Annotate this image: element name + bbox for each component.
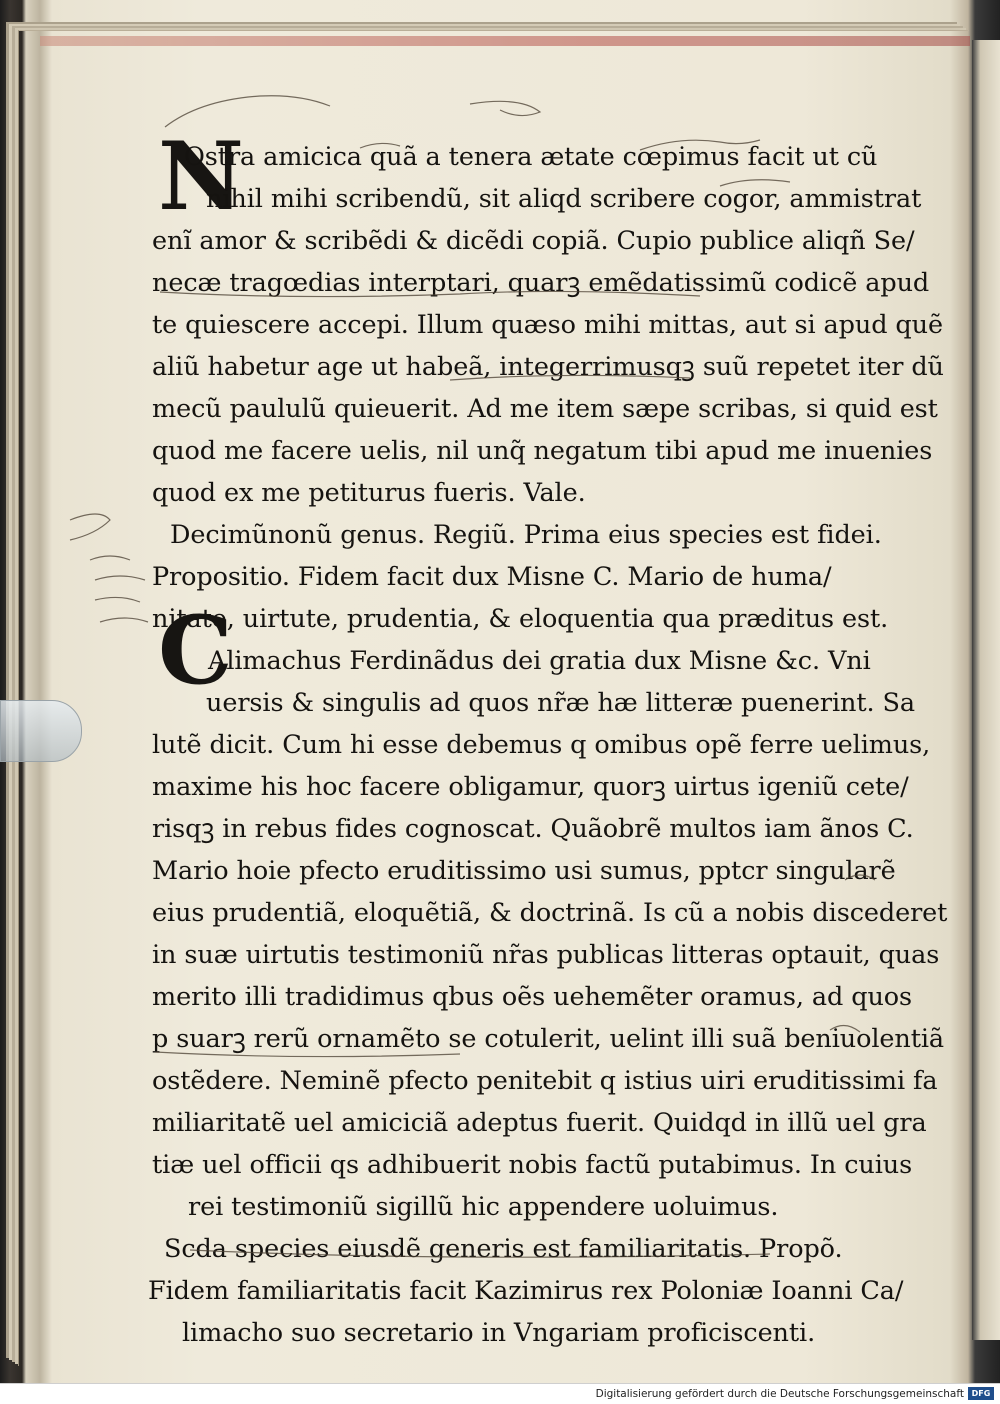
- text-line: aliũ habetur age ut habeã, integerrimusqꝫ suũ repetet iter dũ: [152, 352, 944, 382]
- text-line: miliaritatẽ uel amiciciã adeptus fuerit. Quidqd in illũ uel gra: [152, 1108, 927, 1138]
- text-line: Mario hoie pfecto eruditissimo usi sumus, pptcr singularẽ: [152, 856, 896, 886]
- underline-stroke: [165, 96, 330, 127]
- text-line: lutẽ dicit. Cum hi esse debemus q omibus opẽ ferre uelimus,: [152, 730, 931, 760]
- text-line: limacho suo secretario in Vngariam proficiscenti.: [182, 1318, 816, 1348]
- text-line: enĩ amor & scribẽdi & dicẽdi copiã. Cupio publice aliqñ Se/: [152, 226, 915, 256]
- text-line: p suarꝫ rerũ ornamẽto se cotulerit, uelint illi suã beniuolentiã: [152, 1024, 945, 1054]
- text-line: Ostra amicica quã a tenera ætate cœpimus facit ut cũ: [184, 142, 878, 172]
- text-line: quod me facere uelis, nil unq̃ negatum tibi apud me inuenies: [152, 436, 933, 466]
- dfg-logo: DFG: [968, 1387, 994, 1400]
- text-line: in suæ uirtutis testimoniũ nr̃as publicas litteras optauit, quas: [152, 940, 940, 970]
- text-line: te quiescere accepi. Illum quæso mihi mittas, aut si apud quẽ: [152, 310, 943, 340]
- digitization-credit: Digitalisierung gefördert durch die Deutsche Forschungsgemeinschaft: [595, 1388, 964, 1400]
- loop-stroke: [470, 101, 540, 115]
- text-line: eius prudentiã, eloquẽtiã, & doctrinã. Is cũ a nobis discederet: [152, 898, 948, 928]
- text-line: mecũ paululũ quieuerit. Ad me item sæpe scribas, si quid est: [152, 394, 938, 424]
- text-line: merito illi tradidimus qbus oẽs uehemẽter oramus, ad quos: [152, 982, 913, 1012]
- text-line: tiæ uel officii qs adhibuerit nobis factũ putabimus. In cuius: [152, 1150, 913, 1180]
- text-line: Fidem familiaritatis facit Kazimirus rex Poloniæ Ioanni Ca/: [148, 1276, 904, 1306]
- text-line: quod ex me petiturus fueris. Vale.: [152, 478, 586, 508]
- text-line: maxime his hoc facere obligamur, quorꝫ uirtus igeniũ cete/: [152, 772, 909, 802]
- text-line: Propositio. Fidem facit dux Misne C. Mario de huma/: [152, 562, 832, 592]
- text-line: necæ tragœdias interptari, quarꝫ emẽdatissimũ codicẽ apud: [152, 268, 930, 298]
- text-line: ostẽdere. Neminẽ pfecto penitebit q istius uiri eruditissimi fa: [152, 1066, 938, 1096]
- text-line: Scda species eiusdẽ generis est familiaritatis. Propõ.: [164, 1234, 843, 1264]
- text-line: nitate, uirtute, prudentia, & eloquentia qua præditus est.: [152, 604, 889, 634]
- text-line: Decimũnonũ genus. Regiũ. Prima eius species est fidei.: [170, 520, 882, 550]
- text-line: nihil mihi scribendũ, sit aliqd scribere cogor, ammistrat: [206, 184, 922, 214]
- text-line: risqꝫ in rebus fides cognoscat. Quãobrẽ multos iam ãnos C.: [152, 814, 914, 844]
- footer-bar: [0, 1383, 1000, 1404]
- decorated-initial-c: C: [158, 596, 233, 706]
- text-line: uersis & singulis ad quos nr̃æ hæ litteræ puenerint. Sa: [206, 688, 915, 718]
- text-line: Alimachus Ferdinãdus dei gratia dux Misne &c. Vni: [208, 646, 871, 676]
- text-line: rei testimoniũ sigillũ hic appendere uoluimus.: [188, 1192, 779, 1222]
- decorated-initial-n: N: [158, 122, 244, 232]
